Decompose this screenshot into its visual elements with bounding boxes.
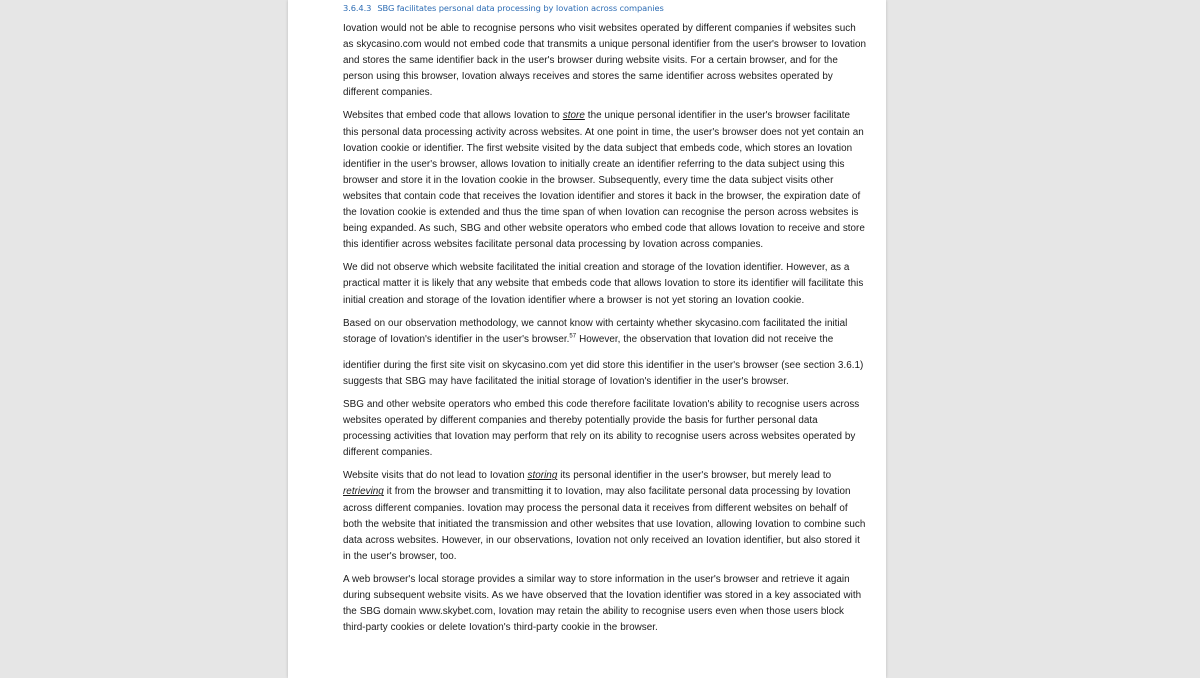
footnote-marker[interactable]: 57 bbox=[569, 333, 577, 340]
paragraph-5: identifier during the first site visit on skycasino.com yet did store this identifier in the user's browser (see section 3.6.1) suggests that SBG may have facilitated the initial storage of Iovation's identifier in the user's browser. bbox=[343, 359, 864, 387]
section-number: 3.6.4.3 bbox=[343, 3, 372, 13]
section-title: SBG facilitates personal data processing by Iovation across companies bbox=[377, 3, 664, 13]
emphasis-store: store bbox=[562, 110, 585, 122]
section-heading bbox=[343, 2, 867, 15]
paragraph-7 bbox=[343, 468, 867, 565]
paragraph-7-text-c: it from the browser and transmitting it to Iovation, may also facilitate personal data processing by Iovation across different companies. Iovation may process the personal data it receives from different websites on behalf of both the website that initiated the transmission and other websites that use Iovation, allowing Iovation to combine such data across websites. However, in our observations, Iovation not only received an Iovation identifier, but also stored it in the user's browser, too. bbox=[343, 486, 866, 562]
paragraph-3: We did not observe which website facilitated the initial creation and storage of the Iovation identifier. However, as a practical matter it is likely that any website that embeds code that allows Iovation to store its identifier will facilitate this initial creation and storage of the Iovation identifier where a browser is not yet storing an Iovation cookie. bbox=[343, 262, 864, 306]
document-page bbox=[288, 0, 886, 678]
paragraph-1: Iovation would not be able to recognise persons who visit websites operated by different companies if websites such as skycasino.com would not embed code that transmits a unique personal identifier from the user's browser to Iovation and stores the same identifier back in the user's browser during website visits. For a certain browser, and for the person using this browser, Iovation always receives and stores the same identifier across websites operated by different companies. bbox=[343, 23, 867, 99]
paragraph-2-text-b: the unique personal identifier in the user's browser facilitate this personal data processing activity across websites. At one point in time, the user's browser does not yet contain an Iovation cookie or identifier. The first website visited by the data subject that embeds code, which stores an Iovation identifier in the user's browser, allows Iovation to initially create an identifier referring to the data subject using this browser and store it in the Iovation cookie in the browser. Subsequently, every time the data subject visits other websites that contain code that receives the Iovation identifier and stores it back in the browser, the expiration date of the Iovation cookie is extended and thus the time span of when Iovation can recognise the person across websites is being expanded. As such, SBG and other website operators who embed code that allows Iovation to receive and store this identifier across websites facilitate personal data processing by Iovation across companies. bbox=[343, 110, 865, 251]
page-content bbox=[343, 2, 867, 643]
paragraph-6: SBG and other website operators who embed this code therefore facilitate Iovation's ability to recognise users across websites operated by different companies and thereby potentially provide the basis for further personal data processing activities that Iovation may perform that rely on its ability to recognise users across websites operated by different companies. bbox=[343, 398, 860, 459]
paragraph-4-text-b: However, the observation that Iovation did not receive the bbox=[576, 333, 834, 345]
emphasis-retrieving: retrieving bbox=[343, 486, 384, 498]
paragraph-2-text-a: Websites that embed code that allows Iovation to bbox=[343, 110, 563, 122]
paragraph-8: A web browser's local storage provides a similar way to store information in the user's browser and retrieve it again during subsequent website visits. As we have observed that the Iovation identifier was stored in a key associated with the SBG domain www.skybet.com, Iovation may retain the ability to recognise users even when those users block third-party cookies or delete Iovation's third-party cookie in the browser. bbox=[343, 573, 862, 634]
emphasis-storing: storing bbox=[527, 470, 558, 482]
paragraph-7-text-a: Website visits that do not lead to Iovation bbox=[343, 470, 528, 482]
paragraph-4-text-a: Based on our observation methodology, we cannot know with certainty whether skycasino.com facilitated the initial storage of Iovation's identifier in the user's browser. bbox=[343, 317, 848, 345]
paragraph-4 bbox=[343, 316, 867, 348]
paragraph-7-text-b: its personal identifier in the user's browser, but merely lead to bbox=[557, 470, 832, 482]
paragraph-2 bbox=[343, 108, 867, 253]
